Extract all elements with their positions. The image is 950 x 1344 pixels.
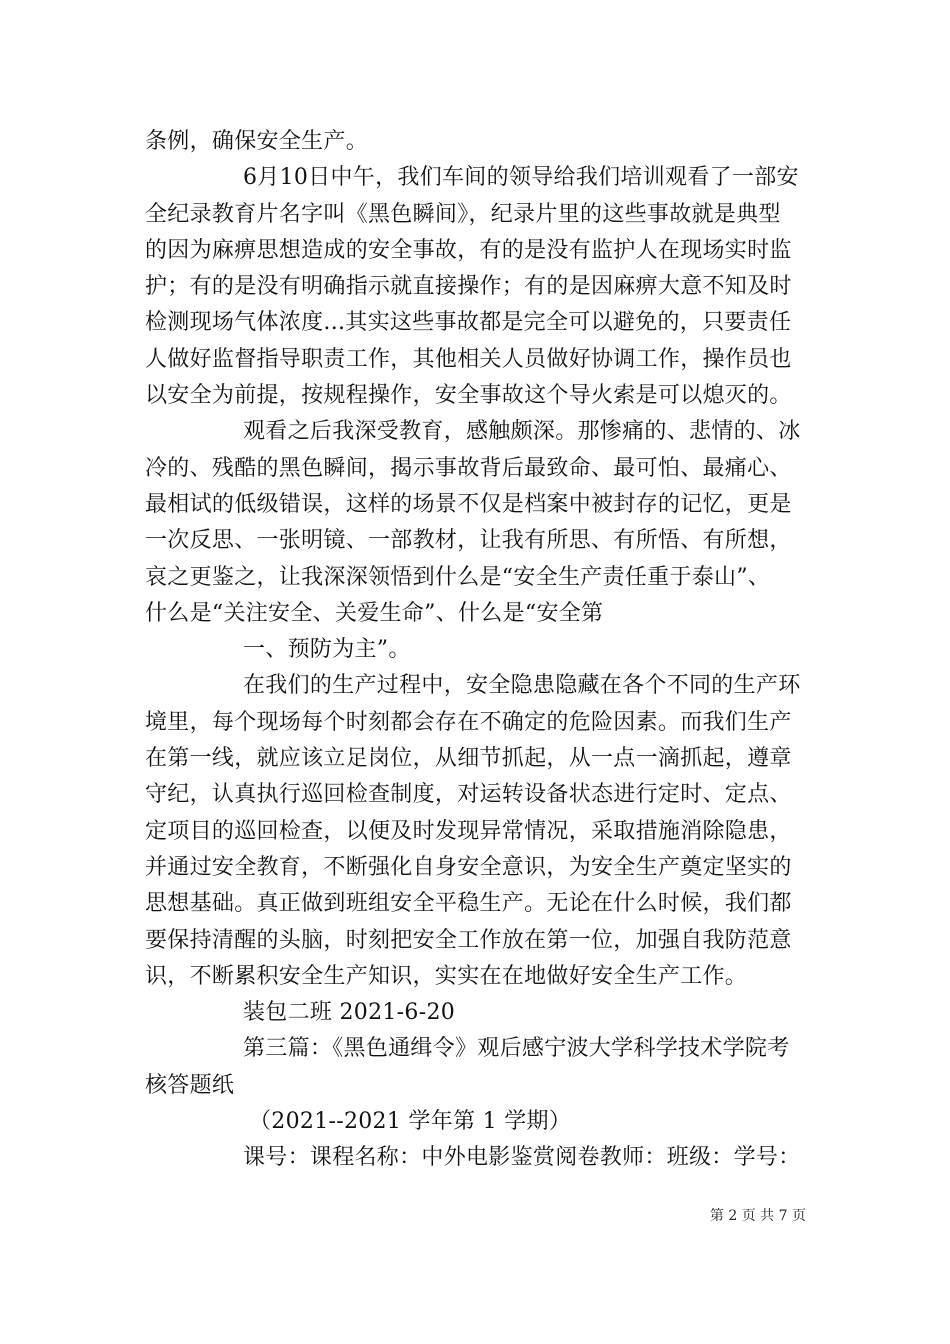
text-line: 哀之更鉴之，让我深深领悟到什么是“安全生产责任重于泰山”、 [145,564,771,590]
paragraph-start: 在我们的生产过程中，安全隐患隐藏在各个不同的生产环 [243,673,801,699]
signature-line: 装包二班 2021-6-20 [243,1000,456,1026]
text-line: 检测现场气体浓度...其实这些事故都是完全可以避免的，只要责任 [145,310,792,336]
text-line: 全纪录教育片名字叫《黑色瞬间》，纪录片里的这些事故就是典型 [145,201,781,227]
text-line: 要保持清醒的头脑，时刻把安全工作放在第一位，加强自我防范意 [145,927,792,953]
text-line: 在第一线，就应该立足岗位，从细节抓起，从一点一滴抓起，遵章 [145,746,792,772]
text-line: 识，不断累积安全生产知识，实实在在地做好安全生产工作。 [145,963,748,989]
text-line: 定项目的巡回检查，以便及时发现异常情况，采取措施消除隐患， [145,818,792,844]
text-line: 并通过安全教育，不断强化自身安全意识，为安全生产奠定坚实的 [145,854,792,880]
paragraph-start: 观看之后我深受教育，感触颇深。那惨痛的、悲情的、冰 [243,419,801,445]
text-line: 境里，每个现场每个时刻都会存在不确定的危险因素。而我们生产 [145,709,792,735]
semester-line: （2021--2021 学年第 1 学期） [249,1109,572,1135]
text-line: 核答题纸 [145,1072,235,1098]
text-line: 的因为麻痹思想造成的安全事故，有的是没有监护人在现场实时监 [145,237,792,263]
text-line: 一次反思、一张明镜、一部教材，让我有所思、有所悟、有所想， [145,528,792,554]
document-body [145,124,810,1177]
paragraph-start: 6月10日中午，我们车间的领导给我们培训观看了一部安 [243,165,799,191]
text-line: 思想基础。真正做到班组安全平稳生产。无论在什么时候，我们都 [145,891,792,917]
text-line: 冷的、残酷的黑色瞬间，揭示事故背后最致命、最可怕、最痛心、 [145,455,792,481]
text-line: 守纪，认真执行巡回检查制度，对运转设备状态进行定时、定点、 [145,782,792,808]
text-line: 以安全为前提，按规程操作，安全事故这个导火索是可以熄灭的。 [145,383,792,409]
paragraph-start: 一、预防为主”。 [243,637,411,663]
course-info-line: 课号：课程名称：中外电影鉴赏阅卷教师：班级：学号： [243,1145,801,1171]
text-line: 条例，确保安全生产。 [145,129,369,154]
text-line: 人做好监督指导职责工作，其他相关人员做好协调工作，操作员也 [145,346,792,372]
text-line: 什么是“关注安全、关爱生命”、什么是“安全第 [145,600,604,626]
text-line: 最相试的低级错误，这样的场景不仅是档案中被封存的记忆，更是 [145,491,792,517]
page-number: 第 2 页 共 7 页 [709,1208,806,1224]
text-line: 护；有的是没有明确指示就直接操作；有的是因麻痹大意不知及时 [145,274,792,300]
section-heading: 第三篇：《黑色通缉令》观后感宁波大学科学技术学院考 [243,1036,790,1062]
